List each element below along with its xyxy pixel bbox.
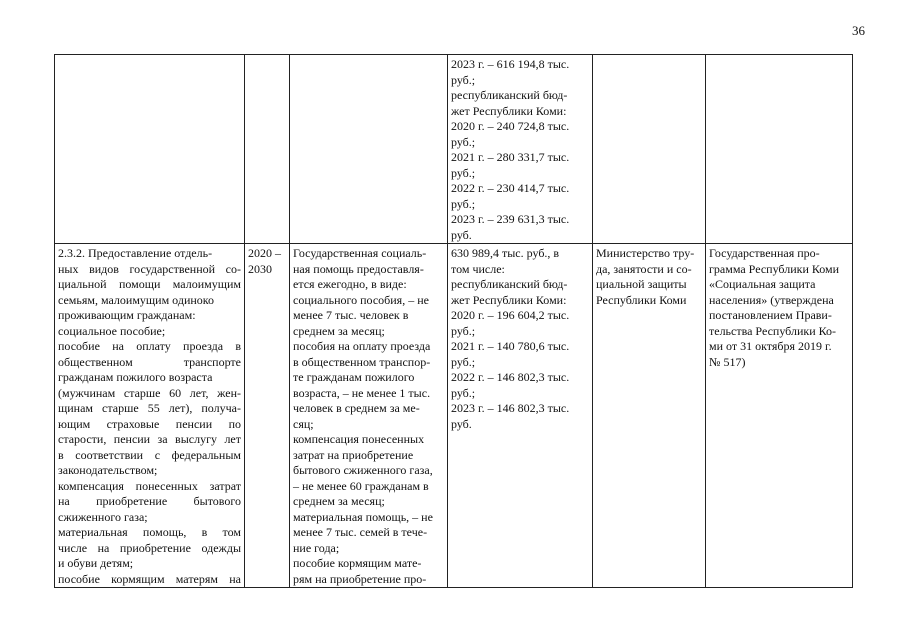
text-line: циальной помощи малоимущим	[58, 277, 241, 291]
text-line: затрат на приобретение	[293, 447, 414, 462]
text-line: да, занятости и со-	[596, 261, 692, 276]
text-line: пособие кормящим матерям на	[58, 571, 241, 586]
text-line: сжиженного газа;	[58, 509, 148, 524]
measure-cell	[55, 55, 245, 244]
text-line: (мужчинам старше 60 лет, жен-	[58, 385, 241, 400]
text-line: жет Республики Коми:	[451, 292, 567, 307]
text-line: 2020 г. – 196 604,2 тыс.	[451, 308, 570, 322]
text-line: № 517)	[709, 354, 746, 369]
text-line: 2022 г. – 146 802,3 тыс.	[451, 370, 570, 384]
text-line: – не менее 60 гражданам в	[293, 478, 429, 493]
text-line: среднем за месяц;	[293, 323, 385, 338]
text-line: Республики Коми	[596, 292, 687, 307]
text-line: сяц;	[293, 416, 314, 431]
text-line: щинам старше 55 лет), получа-	[58, 401, 241, 415]
text-line: ных видов государственной со-	[58, 261, 241, 276]
text-line: руб.;	[451, 165, 476, 180]
text-line: 2022 г. – 230 414,7 тыс.	[451, 181, 570, 195]
text-line: Государственная социаль-	[293, 246, 427, 260]
text-line: социального пособия, – не	[293, 292, 429, 307]
text-line: 630 989,4 тыс. руб., в	[451, 246, 560, 260]
text-line: 2.3.2. Предоставление отдель-	[58, 246, 213, 260]
executor-cell	[593, 55, 706, 244]
result-cell	[290, 55, 448, 244]
text-line: 2030	[248, 261, 272, 276]
text-line: ющим страховые пенсии по	[58, 416, 241, 431]
text-line: 2020 г. – 240 724,8 тыс.	[451, 119, 570, 133]
text-line: в общественном транспор-	[293, 354, 431, 369]
text-line: пособие кормящим мате-	[293, 556, 422, 570]
measure-cell	[55, 244, 245, 588]
text-line: руб.;	[451, 385, 476, 400]
text-line: компенсация понесенных	[293, 432, 425, 446]
text-line: циальной защиты	[596, 277, 687, 291]
text-line: 2021 г. – 280 331,7 тыс.	[451, 150, 570, 164]
text-line: руб.;	[451, 196, 476, 211]
text-line: те гражданам пожилого	[293, 370, 415, 384]
page-number: 36	[852, 23, 865, 38]
program-cell	[706, 55, 853, 244]
text-line: руб.;	[451, 134, 476, 149]
text-line: на приобретение бытового	[58, 494, 241, 508]
text-line: Министерство тру-	[596, 246, 695, 260]
text-line: руб.;	[451, 354, 476, 369]
text-line: грамма Республики Коми	[709, 261, 840, 276]
text-line: руб.	[451, 227, 472, 242]
term-cell	[245, 244, 290, 588]
text-line: проживающим гражданам:	[58, 308, 196, 322]
text-line: жет Республики Коми:	[451, 103, 567, 118]
text-line: ется ежегодно, в виде:	[293, 277, 407, 291]
text-line: материальная помощь, – не	[293, 509, 433, 524]
funding-cell	[448, 55, 593, 244]
text-line: руб.	[451, 416, 472, 431]
text-line: 2023 г. – 616 194,8 тыс.	[451, 57, 570, 71]
text-line: законодательством;	[58, 463, 158, 477]
text-line: 2023 г. – 146 802,3 тыс.	[451, 401, 570, 415]
text-line: «Социальная защита	[709, 277, 816, 291]
text-line: ние года;	[293, 540, 340, 555]
funding-cell	[448, 244, 593, 588]
executor-cell	[593, 244, 706, 588]
text-line: общественном транспорте	[58, 354, 241, 369]
text-line: постановлением Прави-	[709, 308, 832, 322]
text-line: среднем за месяц;	[293, 494, 385, 508]
text-line: старости, пенсии за выслугу лет	[58, 432, 241, 446]
text-line: тельства Республики Ко-	[709, 323, 837, 338]
text-line: населения» (утверждена	[709, 292, 834, 307]
text-line: и обуви детям;	[58, 556, 134, 570]
text-line: семьям, малоимущим одиноко	[58, 292, 215, 307]
text-line: менее 7 тыс. семей в тече-	[293, 525, 428, 539]
text-line: республиканский бюд-	[451, 88, 568, 102]
text-line: пособие на оплату проезда в	[58, 339, 241, 353]
program-cell	[706, 244, 853, 588]
text-line: бытового сжиженного газа,	[293, 463, 433, 477]
text-line: материальная помощь, в том	[58, 525, 241, 539]
text-line: ми от 31 октября 2019 г.	[709, 339, 832, 353]
result-cell	[290, 244, 448, 588]
text-line: республиканский бюд-	[451, 277, 568, 291]
text-line: том числе:	[451, 261, 505, 276]
text-line: в соответствии с федеральным	[58, 447, 241, 462]
text-line: компенсация понесенных затрат	[58, 478, 241, 493]
text-line: ная помощь предоставля-	[293, 261, 424, 276]
program-table	[54, 54, 853, 588]
table-row	[55, 244, 853, 588]
text-line: 2023 г. – 239 631,3 тыс.	[451, 212, 570, 226]
text-line: гражданам пожилого возраста	[58, 370, 213, 384]
text-line: рям на приобретение про-	[293, 571, 427, 586]
text-line: менее 7 тыс. человек в	[293, 308, 409, 322]
table-row	[55, 55, 853, 244]
text-line: социальное пособие;	[58, 323, 166, 338]
text-line: руб.;	[451, 72, 476, 87]
text-line: руб.;	[451, 323, 476, 338]
text-line: Государственная про-	[709, 246, 820, 260]
text-line: возраста, – не менее 1 тыс.	[293, 385, 431, 400]
text-line: пособия на оплату проезда	[293, 339, 431, 353]
text-line: 2020 –	[248, 246, 281, 260]
term-cell	[245, 55, 290, 244]
text-line: числе на приобретение одежды	[58, 540, 241, 555]
text-line: человек в среднем за ме-	[293, 401, 420, 415]
text-line: 2021 г. – 140 780,6 тыс.	[451, 339, 570, 353]
